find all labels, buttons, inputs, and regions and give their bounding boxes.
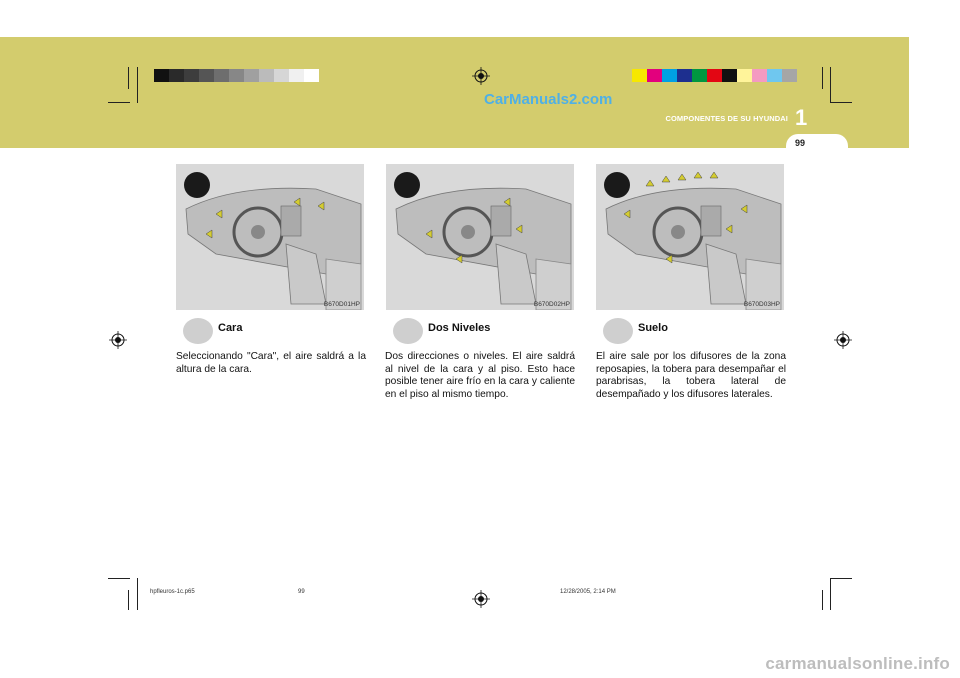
crop-mark — [822, 590, 823, 610]
crop-mark — [137, 578, 138, 610]
calibration-swatch — [632, 69, 647, 82]
calibration-swatch — [752, 69, 767, 82]
chapter-number: 1 — [795, 105, 808, 130]
heading-suelo: Suelo — [638, 322, 668, 334]
mode-badge-icon — [394, 172, 420, 198]
calibration-swatch — [154, 69, 169, 82]
grayscale-calibration-bar — [154, 69, 319, 82]
dashboard-illustration — [596, 164, 784, 310]
footer-file: hpfleuros-1c.p65 — [150, 589, 195, 595]
description-cara: Seleccionando "Cara", el aire saldrá a la altura de la cara. — [176, 351, 366, 375]
calibration-swatch — [229, 69, 244, 82]
crop-mark — [128, 590, 129, 610]
footer-datetime: 12/28/2005, 2:14 PM — [560, 589, 616, 595]
crop-mark — [830, 578, 831, 610]
figure-code: B670D03HP — [743, 301, 780, 308]
calibration-swatch — [782, 69, 797, 82]
registration-mark-icon — [472, 67, 490, 85]
calibration-swatch — [304, 69, 319, 82]
footer-page: 99 — [298, 589, 305, 595]
crop-mark — [128, 67, 129, 89]
mode-badge-icon — [184, 172, 210, 198]
registration-mark-icon — [834, 331, 852, 349]
dashboard-illustration — [176, 164, 364, 310]
calibration-swatch — [737, 69, 752, 82]
crop-mark — [830, 578, 852, 579]
watermark-text[interactable]: CarManuals2.com — [484, 91, 613, 108]
calibration-swatch — [199, 69, 214, 82]
crop-mark — [108, 102, 130, 103]
calibration-swatch — [274, 69, 289, 82]
calibration-swatch — [244, 69, 259, 82]
crop-mark — [830, 67, 831, 103]
crop-mark — [137, 67, 138, 103]
calibration-swatch — [169, 69, 184, 82]
registration-mark-icon — [472, 590, 490, 608]
registration-mark-icon — [109, 331, 127, 349]
calibration-swatch — [259, 69, 274, 82]
description-dos-niveles: Dos direcciones o niveles. El aire saldrá al nivel de la cara y al piso. Esto hace posible tener aire frío en la cara y caliente en el piso al mismo tiempo. — [385, 351, 575, 400]
figure-code: B670D02HP — [533, 301, 570, 308]
site-watermark[interactable]: carmanualsonline.info — [765, 654, 950, 673]
page-number: 99 — [795, 138, 806, 148]
description-suelo: El aire sale por los difusores de la zona reposapies, la tobera para desempañar el parabrisas, la tobera lateral de desempañado y los difusores laterales. — [596, 351, 786, 400]
figure-code: B670D01HP — [323, 301, 360, 308]
calibration-swatch — [722, 69, 737, 82]
calibration-swatch — [289, 69, 304, 82]
calibration-swatch — [677, 69, 692, 82]
air-floor-icon — [603, 318, 633, 344]
crop-mark — [822, 67, 823, 89]
calibration-swatch — [184, 69, 199, 82]
calibration-swatch — [214, 69, 229, 82]
heading-cara: Cara — [218, 322, 243, 334]
dashboard-illustration — [386, 164, 574, 310]
calibration-swatch — [707, 69, 722, 82]
air-face-icon — [183, 318, 213, 344]
calibration-swatch — [692, 69, 707, 82]
mode-badge-icon — [604, 172, 630, 198]
color-calibration-bar — [632, 69, 797, 82]
section-title: COMPONENTES DE SU HYUNDAI — [665, 114, 788, 123]
crop-mark — [108, 578, 130, 579]
calibration-swatch — [647, 69, 662, 82]
air-bilevel-icon — [393, 318, 423, 344]
heading-dos-niveles: Dos Niveles — [428, 322, 491, 334]
calibration-swatch — [767, 69, 782, 82]
crop-mark — [830, 102, 852, 103]
calibration-swatch — [662, 69, 677, 82]
